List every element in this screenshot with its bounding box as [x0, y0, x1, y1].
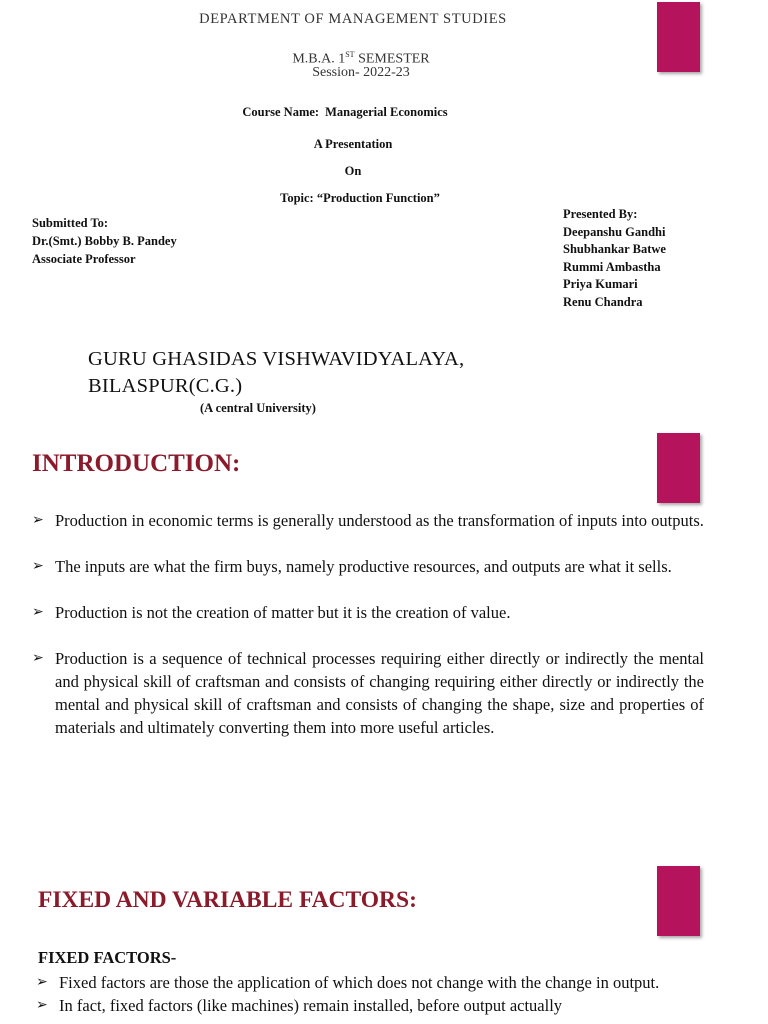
- university-note: (A central University): [200, 401, 316, 415]
- list-item: [36, 994, 696, 1017]
- department-title: DEPARTMENT OF MANAGEMENT STUDIES: [199, 11, 507, 27]
- bullet-text: The inputs are what the firm buys, namely productive resources, and outputs are what it sells.: [55, 557, 672, 576]
- course-label: Course Name:: [242, 105, 320, 119]
- university-name: [88, 346, 464, 400]
- arrow-bullet-icon: ➢: [32, 512, 44, 528]
- title-slide: [0, 0, 768, 430]
- on-label: On: [344, 164, 362, 178]
- arrow-bullet-icon: ➢: [36, 974, 48, 990]
- bullet-text: Production is a sequence of technical processes requiring either directly or indirectly the mental and physical skill of craftsman and consists of changing requiring either directly or indirectly the mental and physical skill of craftsman and consists of changing the shape, size and properties of materials and ultimately converting them into more useful articles.: [55, 649, 704, 737]
- submitted-title: Associate Professor: [32, 252, 136, 266]
- arrow-bullet-icon: ➢: [36, 997, 48, 1013]
- presented-label: Presented By:: [563, 207, 638, 221]
- presentation-label: A Presentation: [313, 137, 393, 151]
- program-suffix: SEMESTER: [354, 51, 430, 67]
- list-item: [32, 647, 704, 739]
- slide-heading: FIXED AND VARIABLE FACTORS:: [38, 887, 417, 913]
- session: Session- 2022-23: [312, 65, 410, 80]
- presenter-name: Renu Chandra: [563, 294, 643, 309]
- submitted-to: [32, 214, 177, 268]
- presenter-name: Rummi Ambastha: [563, 259, 661, 274]
- submitted-label: Submitted To:: [32, 216, 109, 230]
- list-item: [32, 601, 704, 624]
- submitted-name: Dr.(Smt.) Bobby B. Pandey: [32, 234, 177, 248]
- bullet-text: Production is not the creation of matter but it is the creation of value.: [55, 603, 511, 622]
- list-item: [32, 509, 704, 532]
- presenter-name: Shubhankar Batwe: [563, 242, 666, 256]
- bullet-list: [36, 971, 696, 1017]
- arrow-bullet-icon: ➢: [32, 558, 44, 574]
- list-item: [36, 971, 696, 994]
- course-name: [0, 105, 690, 120]
- bullet-list: [32, 509, 704, 762]
- course-value: Managerial Economics: [325, 105, 448, 119]
- arrow-bullet-icon: ➢: [32, 650, 44, 666]
- presenter-name: Priya Kumari: [563, 277, 638, 291]
- presented-by: [563, 206, 666, 311]
- list-item: [32, 555, 704, 578]
- accent-bar: [657, 433, 700, 503]
- accent-bar: [657, 866, 700, 936]
- program-prefix: M.B.A. 1: [292, 51, 346, 67]
- introduction-slide: [0, 430, 768, 860]
- presenter-name: Deepanshu Gandhi: [563, 224, 666, 239]
- slide-heading: INTRODUCTION:: [32, 450, 241, 477]
- program-superscript: ST: [345, 50, 355, 59]
- topic: Topic: “Production Function”: [280, 191, 440, 205]
- subheading: FIXED FACTORS-: [38, 948, 177, 967]
- university-line-2: BILASPUR(C.G.): [88, 375, 243, 397]
- bullet-text: In fact, fixed factors (like machines) remain installed, before output actually: [59, 996, 563, 1015]
- arrow-bullet-icon: ➢: [32, 604, 44, 620]
- university-line-1: GURU GHASIDAS VISHWAVIDYALAYA,: [88, 348, 465, 370]
- bullet-text: Production in economic terms is generally understood as the transformation of inputs into outputs.: [55, 511, 704, 530]
- fixed-variable-slide: [0, 860, 768, 1024]
- bullet-text: Fixed factors are those the application of which does not change with the change in output.: [59, 973, 660, 992]
